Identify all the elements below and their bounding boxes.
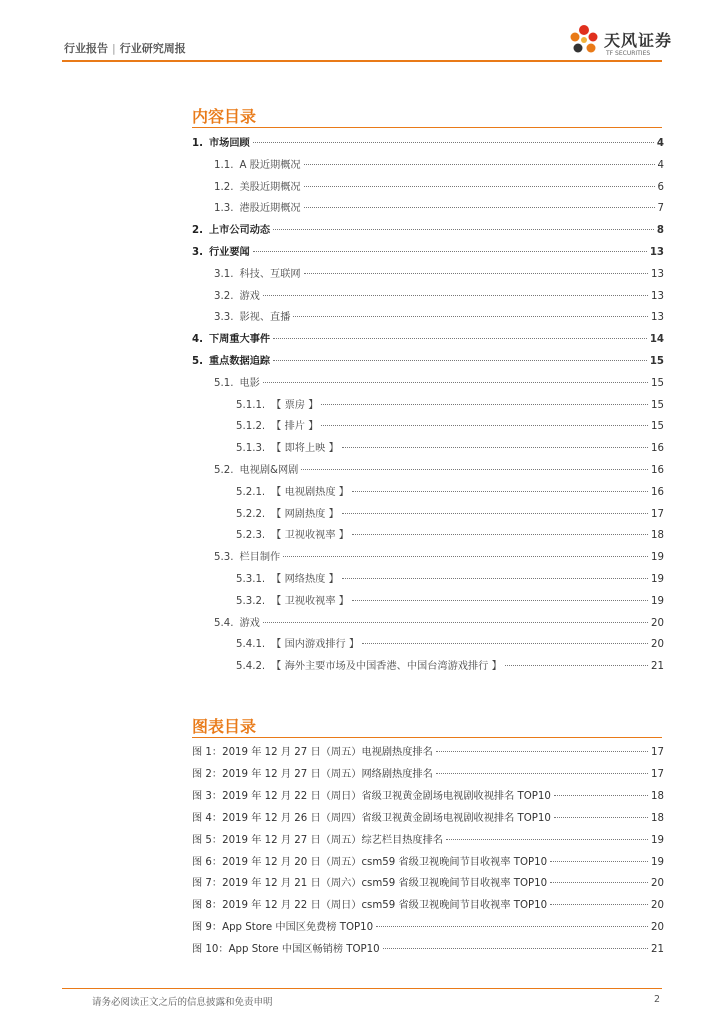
figure-entry-page: 18 xyxy=(651,812,664,824)
toc-entry-label: 重点数据追踪 xyxy=(208,356,271,367)
figure-entry-page: 17 xyxy=(651,747,664,758)
toc-entry[interactable] xyxy=(214,374,664,390)
toc-leader-dots xyxy=(352,534,648,535)
toc-entry-page: 15 xyxy=(649,356,664,367)
toc-entry[interactable] xyxy=(214,308,664,324)
toc-entry-page: 17 xyxy=(651,508,664,520)
toc-entry-label: 【 网剧热度 】 xyxy=(271,508,339,520)
figure-leader-dots xyxy=(554,795,648,796)
toc-entry-page: 13 xyxy=(651,268,664,280)
toc-entry[interactable] xyxy=(214,178,664,194)
toc-leader-dots xyxy=(283,556,648,557)
figure-entry-label: 图 9：App Store 中国区免费榜 TOP10 xyxy=(192,922,374,934)
logo-chinese-text: 天风证券 xyxy=(604,31,673,50)
toc-entry[interactable] xyxy=(236,483,664,499)
toc-entry-page: 20 xyxy=(651,617,664,629)
toc-entry-label: 科技、互联网 xyxy=(239,268,301,280)
figure-entry[interactable] xyxy=(192,787,664,803)
page-header xyxy=(0,0,724,62)
toc-leader-dots xyxy=(253,251,647,252)
toc-entry-number: 2. xyxy=(192,225,203,237)
toc-entry-label: 电影 xyxy=(239,377,260,389)
toc-entry-label: 【 票房 】 xyxy=(271,399,319,411)
toc-leader-dots xyxy=(253,142,654,143)
toc-leader-dots xyxy=(505,665,648,666)
toc-entry-label: 【 海外主要市场及中国香港、中国台湾游戏排行 】 xyxy=(271,661,502,673)
toc-leader-dots xyxy=(352,491,648,492)
tf-securities-flower-icon xyxy=(566,22,602,58)
company-logo xyxy=(566,22,676,60)
toc-entry[interactable] xyxy=(236,592,664,608)
toc-entry-page: 19 xyxy=(651,574,664,585)
toc-leader-dots xyxy=(301,469,648,470)
toc-entry-label: 港股近期概况 xyxy=(239,203,301,215)
toc-entry-number: 5.3. xyxy=(214,552,234,564)
toc-entry[interactable] xyxy=(236,526,664,542)
figure-entry-page: 17 xyxy=(651,768,664,780)
figure-entry-label: 图 10：App Store 中国区畅销榜 TOP10 xyxy=(192,944,380,956)
toc-entry-page: 20 xyxy=(651,639,664,651)
toc-entry[interactable] xyxy=(236,417,664,433)
toc-entry-number: 5.4.1. xyxy=(236,639,266,651)
figure-entry-page: 21 xyxy=(651,944,664,956)
toc-entry-label: 栏目制作 xyxy=(239,552,281,564)
toc-entry-number: 5.2. xyxy=(214,465,234,476)
report-subtype-label: 行业研究周报 xyxy=(119,42,186,55)
toc-entry-page: 8 xyxy=(656,225,664,237)
figure-entry-label: 图 5：2019 年 12 月 27 日（周五）综艺栏目热度排名 xyxy=(192,834,443,846)
toc-entry-label: 游戏 xyxy=(239,290,260,302)
toc-entry-label: 电视剧&网剧 xyxy=(239,465,299,476)
toc-leader-dots xyxy=(304,164,655,165)
toc-entry[interactable] xyxy=(192,134,664,150)
toc-entry-page: 4 xyxy=(656,138,664,149)
toc-entry-page: 13 xyxy=(651,312,664,324)
toc-leader-dots xyxy=(362,643,648,644)
toc-entry[interactable] xyxy=(192,243,664,259)
toc-entry-number: 5.1. xyxy=(214,377,234,389)
toc-entry-page: 15 xyxy=(651,377,664,389)
figure-leader-dots xyxy=(550,882,648,883)
logo-english-text: TF SECURITIES xyxy=(606,50,651,57)
figure-entry-page: 20 xyxy=(651,900,664,912)
figure-entry[interactable] xyxy=(192,874,664,890)
figure-leader-dots xyxy=(436,773,648,774)
toc-entry-page: 6 xyxy=(657,181,664,193)
toc-leader-dots xyxy=(304,207,655,208)
toc-entry[interactable] xyxy=(236,505,664,521)
toc-entry-number: 5.2.1. xyxy=(236,486,266,498)
toc-entry-page: 13 xyxy=(649,247,664,258)
toc-entry-number: 5.2.2. xyxy=(236,508,266,520)
figure-leader-dots xyxy=(550,904,648,905)
toc-entry-label: A 股近期概况 xyxy=(239,159,301,171)
toc-leader-dots xyxy=(342,578,648,579)
figure-entry-page: 18 xyxy=(651,790,664,802)
toc-leader-dots xyxy=(273,338,647,339)
report-category xyxy=(64,40,186,56)
figure-entry-label: 图 6：2019 年 12 月 20 日（周五）csm59 省级卫视晚间节目收视率 TOP10 xyxy=(192,856,548,868)
toc-entry-page: 21 xyxy=(651,661,664,673)
toc-entry-number: 5.1.1. xyxy=(236,399,266,411)
toc-entry-page: 14 xyxy=(649,334,664,346)
toc-entry[interactable] xyxy=(236,439,664,455)
figure-entry-label: 图 2：2019 年 12 月 27 日（周五）网络剧热度排名 xyxy=(192,768,433,780)
figure-entry[interactable] xyxy=(192,809,664,825)
toc-entry-page: 4 xyxy=(657,159,664,171)
toc-leader-dots xyxy=(342,513,648,514)
toc-entry-label: 下周重大事件 xyxy=(208,334,271,346)
toc-entry-page: 16 xyxy=(651,486,664,498)
figure-leader-dots xyxy=(550,861,648,862)
toc-entry[interactable] xyxy=(236,396,664,412)
report-type-label: 行业报告 xyxy=(64,42,108,55)
figure-entry[interactable] xyxy=(192,765,664,781)
figure-entry-page: 20 xyxy=(651,878,664,890)
toc-title-rule xyxy=(192,127,662,128)
toc-entry[interactable] xyxy=(214,265,664,281)
figure-entry-label: 图 4：2019 年 12 月 26 日（周四）省级卫视黄金剧场电视剧收视排名 TOP10 xyxy=(192,812,551,824)
toc-entry-page: 16 xyxy=(651,443,664,455)
header-separator: | xyxy=(112,42,116,55)
figure-entry[interactable] xyxy=(192,743,664,759)
figure-entry[interactable] xyxy=(192,918,664,934)
toc-entry-label: 【 电视剧热度 】 xyxy=(271,486,349,498)
toc-entry-label: 美股近期概况 xyxy=(239,181,301,193)
page-number: 2 xyxy=(653,994,660,1005)
toc-entry-label: 【 卫视收视率 】 xyxy=(271,530,349,542)
toc-entry[interactable] xyxy=(214,614,664,630)
toc-leader-dots xyxy=(304,186,655,187)
figure-leader-dots xyxy=(554,817,648,818)
toc-entry-label: 【 即将上映 】 xyxy=(271,443,339,455)
toc-entry-number: 5.1.2. xyxy=(236,421,266,433)
toc-entry[interactable] xyxy=(192,330,664,346)
toc-entry-label: 上市公司动态 xyxy=(208,225,271,237)
toc-entry[interactable] xyxy=(192,221,664,237)
toc-entry[interactable] xyxy=(214,548,664,564)
figure-leader-dots xyxy=(376,926,648,927)
figure-entry-page: 19 xyxy=(651,834,664,846)
toc-leader-dots xyxy=(263,295,648,296)
toc-entry-number: 3.2. xyxy=(214,290,234,302)
toc-entry-number: 3.3. xyxy=(214,312,234,324)
toc-entry-page: 15 xyxy=(651,399,664,411)
figures-title: 图表目录 xyxy=(192,717,257,736)
toc-entry-page: 7 xyxy=(657,203,664,215)
toc-entry-number: 1.3. xyxy=(214,203,234,215)
toc-entry[interactable] xyxy=(236,635,664,651)
toc-entry-page: 13 xyxy=(651,290,664,302)
toc-entry-label: 【 排片 】 xyxy=(271,421,319,433)
figure-leader-dots xyxy=(446,839,648,840)
figure-entry[interactable] xyxy=(192,853,664,869)
toc-leader-dots xyxy=(321,425,648,426)
toc-entry-label: 市场回顾 xyxy=(208,138,250,149)
toc-entry-label: 行业要闻 xyxy=(208,247,250,258)
toc-leader-dots xyxy=(342,447,648,448)
toc-leader-dots xyxy=(263,622,648,623)
toc-entry-number: 1. xyxy=(192,138,203,149)
toc-entry[interactable] xyxy=(214,156,664,172)
toc-entry-number: 5. xyxy=(192,356,203,367)
toc-entry-page: 19 xyxy=(651,552,664,564)
toc-entry-number: 5.4.2. xyxy=(236,661,266,673)
toc-entry[interactable] xyxy=(192,352,664,368)
figure-entry-page: 20 xyxy=(651,922,664,934)
toc-entry-number: 5.3.1. xyxy=(236,574,266,585)
toc-leader-dots xyxy=(304,273,648,274)
toc-leader-dots xyxy=(273,229,654,230)
figure-entry-label: 图 8：2019 年 12 月 22 日（周日）csm59 省级卫视晚间节目收视率 TOP10 xyxy=(192,900,548,912)
toc-entry-number: 1.2. xyxy=(214,181,234,193)
toc-leader-dots xyxy=(321,404,648,405)
figure-entry-label: 图 7：2019 年 12 月 21 日（周六）csm59 省级卫视晚间节目收视率 TOP10 xyxy=(192,878,548,890)
toc-title: 内容目录 xyxy=(192,107,257,126)
toc-entry-label: 【 国内游戏排行 】 xyxy=(271,639,360,651)
toc-entry-page: 16 xyxy=(651,465,664,476)
toc-entry-label: 影视、直播 xyxy=(239,312,291,324)
toc-entry-number: 3.1. xyxy=(214,268,234,280)
figure-entry[interactable] xyxy=(192,940,664,956)
figure-leader-dots xyxy=(383,948,648,949)
footer-disclaimer: 请务必阅读正文之后的信息披露和免责申明 xyxy=(92,997,273,1008)
toc-entry-number: 5.2.3. xyxy=(236,530,266,542)
toc-entry[interactable] xyxy=(236,570,664,586)
toc-entry-number: 5.3.2. xyxy=(236,595,266,607)
toc-entry-page: 15 xyxy=(651,421,664,433)
figure-leader-dots xyxy=(436,751,648,752)
toc-entry-number: 4. xyxy=(192,334,203,346)
footer-divider xyxy=(62,988,662,989)
figure-entry[interactable] xyxy=(192,831,664,847)
toc-entry[interactable] xyxy=(214,461,664,477)
toc-entry[interactable] xyxy=(214,287,664,303)
toc-entry-page: 18 xyxy=(651,530,664,542)
toc-leader-dots xyxy=(352,600,648,601)
figure-entry-label: 图 3：2019 年 12 月 22 日（周日）省级卫视黄金剧场电视剧收视排名 TOP10 xyxy=(192,790,551,802)
toc-leader-dots xyxy=(273,360,647,361)
header-divider xyxy=(62,60,662,62)
figures-title-rule xyxy=(192,737,662,738)
toc-entry-page: 19 xyxy=(651,595,664,607)
toc-entry-number: 5.1.3. xyxy=(236,443,266,455)
toc-entry-number: 5.4. xyxy=(214,617,234,629)
toc-entry-label: 【 卫视收视率 】 xyxy=(271,595,349,607)
toc-leader-dots xyxy=(293,316,648,317)
toc-entry-number: 1.1. xyxy=(214,159,234,171)
toc-entry-number: 3. xyxy=(192,247,203,258)
toc-entry[interactable] xyxy=(214,199,664,215)
toc-entry-label: 【 网络热度 】 xyxy=(271,574,339,585)
toc-leader-dots xyxy=(263,382,648,383)
figure-entry-page: 19 xyxy=(651,856,664,868)
toc-entry-label: 游戏 xyxy=(239,617,260,629)
figure-entry-label: 图 1：2019 年 12 月 27 日（周五）电视剧热度排名 xyxy=(192,747,433,758)
toc-entry[interactable] xyxy=(236,657,664,673)
figure-entry[interactable] xyxy=(192,896,664,912)
